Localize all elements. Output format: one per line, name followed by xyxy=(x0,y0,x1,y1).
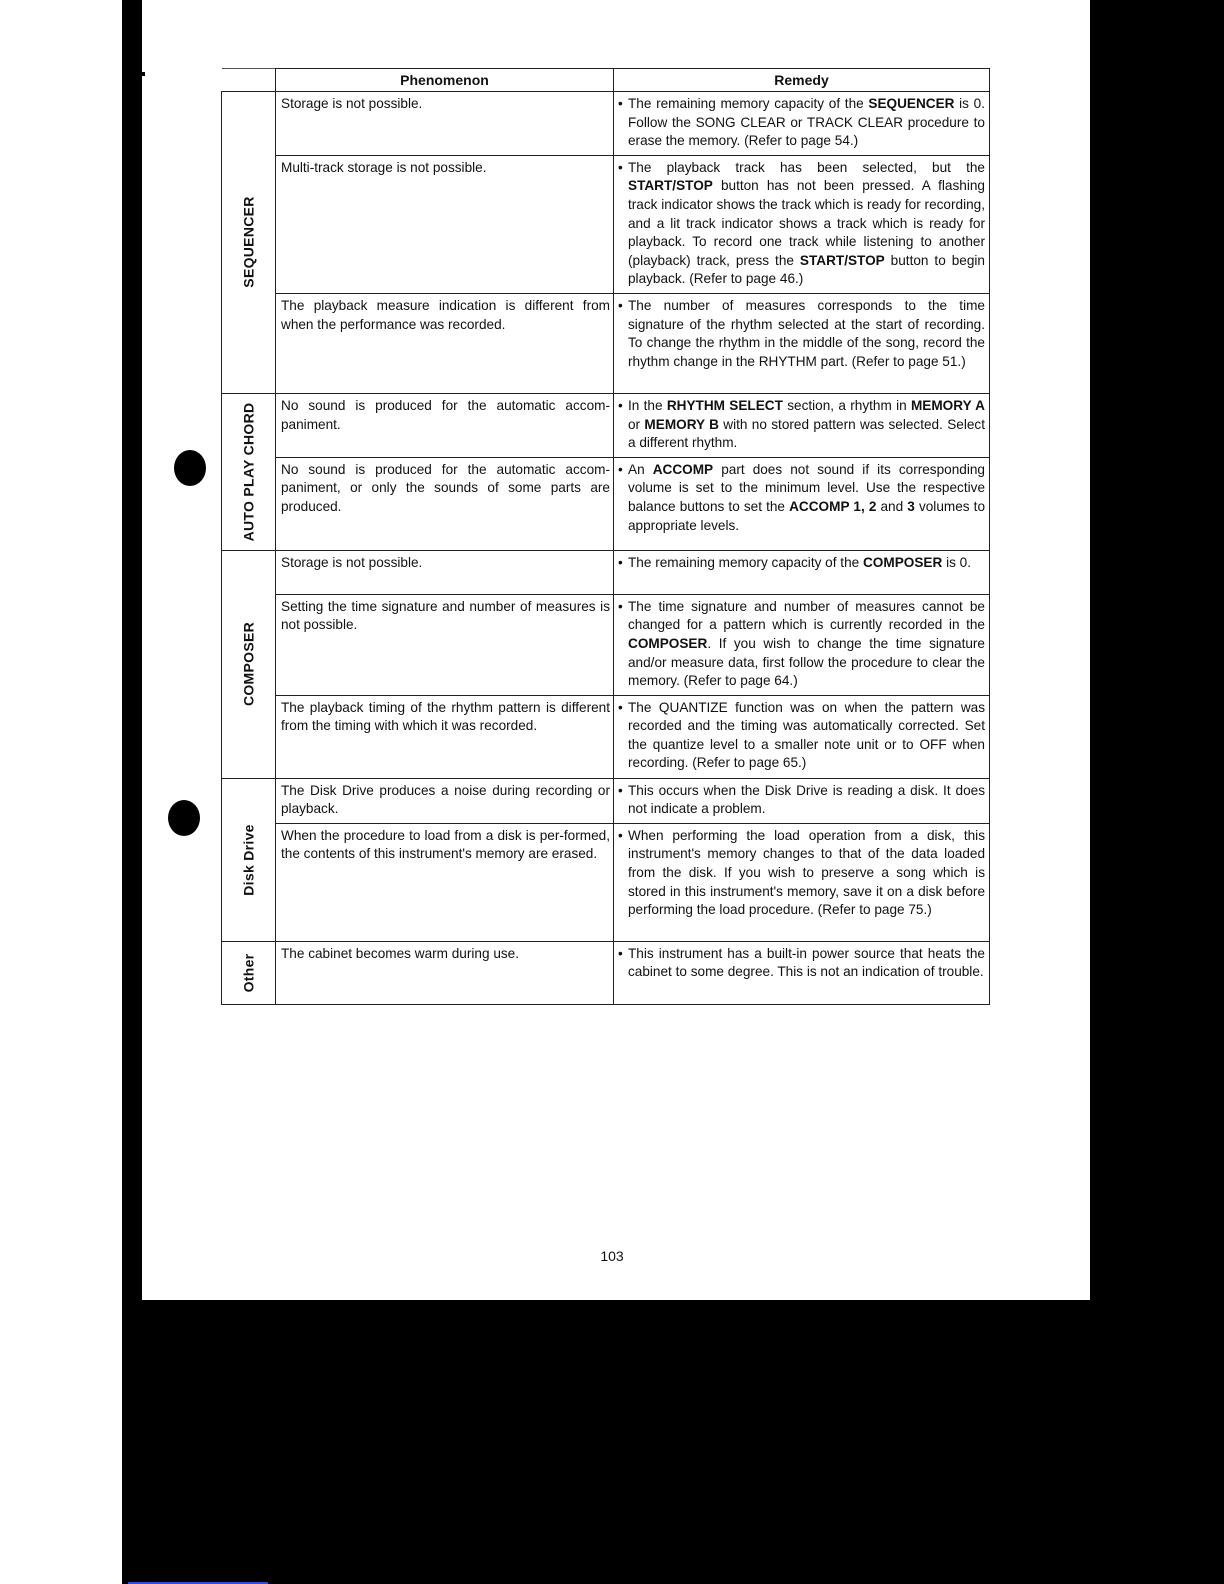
remedy-text xyxy=(628,461,985,535)
remedy-header: Remedy xyxy=(614,69,990,92)
table-row xyxy=(222,155,990,293)
remedy-cell xyxy=(614,823,990,941)
phenomenon-cell: The playback timing of the rhythm pattern is different from the timing with which it was recorded. xyxy=(276,695,614,778)
remedy-emphasis: START/STOP xyxy=(628,178,713,194)
remedy-emphasis: ACCOMP 1, 2 xyxy=(789,498,877,514)
section-cell-disk-drive xyxy=(222,778,276,941)
remedy-text xyxy=(628,397,985,453)
remedy-segment: The time signature and number of measures cannot be changed for a pattern which is currently recorded in the xyxy=(628,598,985,633)
remedy-segment: or xyxy=(628,416,645,432)
table-row xyxy=(222,92,990,156)
section-label-auto-play-chord: AUTO PLAY CHORD xyxy=(240,402,257,542)
table-row xyxy=(222,695,990,778)
remedy-emphasis: ACCOMP xyxy=(652,461,714,477)
bullet-icon: • xyxy=(618,96,623,111)
remedy-segment: The remaining memory capacity of the xyxy=(628,554,863,570)
table-row xyxy=(222,778,990,823)
remedy-cell xyxy=(614,695,990,778)
remedy-segment: The number of measures corresponds to the time signature of the rhythm selected at the start of recording. To change the rhythm in the middle of the song, record the rhythm change in the RHYTHM part. (Refer to page 51.) xyxy=(628,297,985,369)
punch-hole-upper xyxy=(174,450,206,486)
remedy-emphasis: 3 xyxy=(907,498,915,514)
remedy-emphasis: SEQUENCER xyxy=(868,96,955,111)
remedy-text xyxy=(628,554,985,573)
phenomenon-cell: Setting the time signature and number of measures is not possible. xyxy=(276,594,614,695)
bullet-icon: • xyxy=(618,782,623,798)
remedy-text xyxy=(628,297,985,371)
phenomenon-cell: No sound is produced for the automatic accom-paniment. xyxy=(276,393,614,457)
remedy-emphasis: COMPOSER xyxy=(628,635,708,651)
remedy-emphasis: COMPOSER xyxy=(862,554,943,570)
remedy-segment: and xyxy=(876,498,908,514)
remedy-emphasis: MEMORY A xyxy=(910,397,986,413)
remedy-emphasis: RHYTHM SELECT xyxy=(666,397,783,413)
phenomenon-header: Phenomenon xyxy=(276,69,614,92)
scan-border-bottom xyxy=(122,1300,1224,1584)
remedy-segment: This instrument has a built-in power source that heats the cabinet to some degree. This is not an indication of trouble. xyxy=(628,945,985,980)
remedy-segment: When performing the load operation from a disk, this instrument's memory changes to that of the data loaded from the disk. If you wish to preserve a song which is stored in this instrument's memory, save it on a disk before performing the load procedure. (Refer to page 75.) xyxy=(628,827,985,918)
bullet-icon: • xyxy=(618,554,623,570)
bullet-icon: • xyxy=(618,297,623,313)
section-label-composer: COMPOSER xyxy=(240,622,257,707)
remedy-segment: is 0. Follow the SONG CLEAR or TRACK CLEAR procedure to erase the memory. (Refer to page 54.) xyxy=(628,96,985,149)
remedy-text xyxy=(628,945,985,982)
remedy-emphasis: MEMORY B xyxy=(644,416,719,432)
table-row xyxy=(222,823,990,941)
remedy-segment: section, a rhythm in xyxy=(782,397,911,413)
remedy-segment: . If you wish to change the time signature and/or measure data, first follow the procedure to clear the memory. (Refer to page 64.) xyxy=(628,635,985,689)
section-cell-auto-play-chord xyxy=(222,393,276,550)
remedy-cell xyxy=(614,941,990,1004)
remedy-cell xyxy=(614,778,990,823)
phenomenon-cell: Storage is not possible. xyxy=(276,92,614,156)
remedy-segment: is 0. xyxy=(942,554,972,570)
bullet-icon: • xyxy=(618,598,623,614)
section-label-disk-drive: Disk Drive xyxy=(240,824,257,896)
troubleshooting-table xyxy=(221,68,990,1005)
remedy-cell xyxy=(614,393,990,457)
remedy-segment: In the xyxy=(628,397,667,413)
phenomenon-cell: When the procedure to load from a disk is per-formed, the contents of this instrument's memory are erased. xyxy=(276,823,614,941)
table-row xyxy=(222,550,990,594)
section-label-sequencer: SEQUENCER xyxy=(240,196,257,289)
remedy-segment: This occurs when the Disk Drive is reading a disk. It does not indicate a problem. xyxy=(628,782,985,817)
remedy-cell xyxy=(614,594,990,695)
page-number: 103 xyxy=(600,1248,624,1264)
remedy-segment: The QUANTIZE function was on when the pattern was recorded and the timing was automatically corrected. Set the quantize level to a smaller note unit or to OFF when recording. (Refer to page 65.) xyxy=(628,699,985,771)
table-row xyxy=(222,941,990,1004)
remedy-text xyxy=(628,95,985,151)
bullet-icon: • xyxy=(618,159,623,175)
table-row xyxy=(222,393,990,457)
table-row xyxy=(222,457,990,550)
bullet-icon: • xyxy=(618,461,623,477)
phenomenon-cell: The Disk Drive produces a noise during recording or playback. xyxy=(276,778,614,823)
corner-header xyxy=(222,69,276,92)
phenomenon-cell: Storage is not possible. xyxy=(276,550,614,594)
remedy-text xyxy=(628,598,985,691)
table-header-row xyxy=(222,69,990,92)
punch-hole-lower xyxy=(168,800,200,836)
phenomenon-cell: The playback measure indication is different from when the performance was recorded. xyxy=(276,293,614,393)
scan-mark xyxy=(141,72,145,76)
phenomenon-cell: The cabinet becomes warm during use. xyxy=(276,941,614,1004)
remedy-cell xyxy=(614,155,990,293)
bullet-icon: • xyxy=(618,827,623,843)
remedy-cell xyxy=(614,92,990,156)
remedy-segment: The playback track has been selected, but the xyxy=(628,159,985,175)
phenomenon-cell: Multi-track storage is not possible. xyxy=(276,155,614,293)
remedy-cell xyxy=(614,550,990,594)
remedy-emphasis: START/STOP xyxy=(799,252,885,268)
bullet-icon: • xyxy=(618,699,623,715)
remedy-text xyxy=(628,699,985,773)
remedy-cell xyxy=(614,457,990,550)
remedy-text xyxy=(628,159,985,289)
remedy-segment: The remaining memory capacity of the xyxy=(628,96,869,111)
section-cell-other xyxy=(222,941,276,1004)
section-cell-composer xyxy=(222,550,276,778)
bullet-icon: • xyxy=(618,945,623,961)
table-row xyxy=(222,293,990,393)
bullet-icon: • xyxy=(618,397,623,413)
remedy-segment: button has not been pressed. A flashing track indicator shows the track which is ready for recording, and a lit track indicator shows a track which is ready for playback. To record one track while listening to another (playback) track, press the xyxy=(628,178,985,268)
remedy-cell xyxy=(614,293,990,393)
remedy-segment: button to begin playback. (Refer to page 46.) xyxy=(628,252,985,287)
remedy-segment: volumes to appropriate levels. xyxy=(628,498,986,533)
remedy-text xyxy=(628,827,985,920)
remedy-segment: with no stored pattern was selected. Select a different rhythm. xyxy=(628,416,985,451)
remedy-text xyxy=(628,782,985,819)
phenomenon-cell: No sound is produced for the automatic accom-paniment, or only the sounds of some parts are produced. xyxy=(276,457,614,550)
section-cell-sequencer xyxy=(222,92,276,394)
table-row xyxy=(222,594,990,695)
section-label-other: Other xyxy=(240,953,257,993)
remedy-segment: part does not sound if its corresponding volume is set to the minimum level. Use the respective balance buttons to set the xyxy=(628,461,985,514)
remedy-segment: An xyxy=(628,461,653,477)
